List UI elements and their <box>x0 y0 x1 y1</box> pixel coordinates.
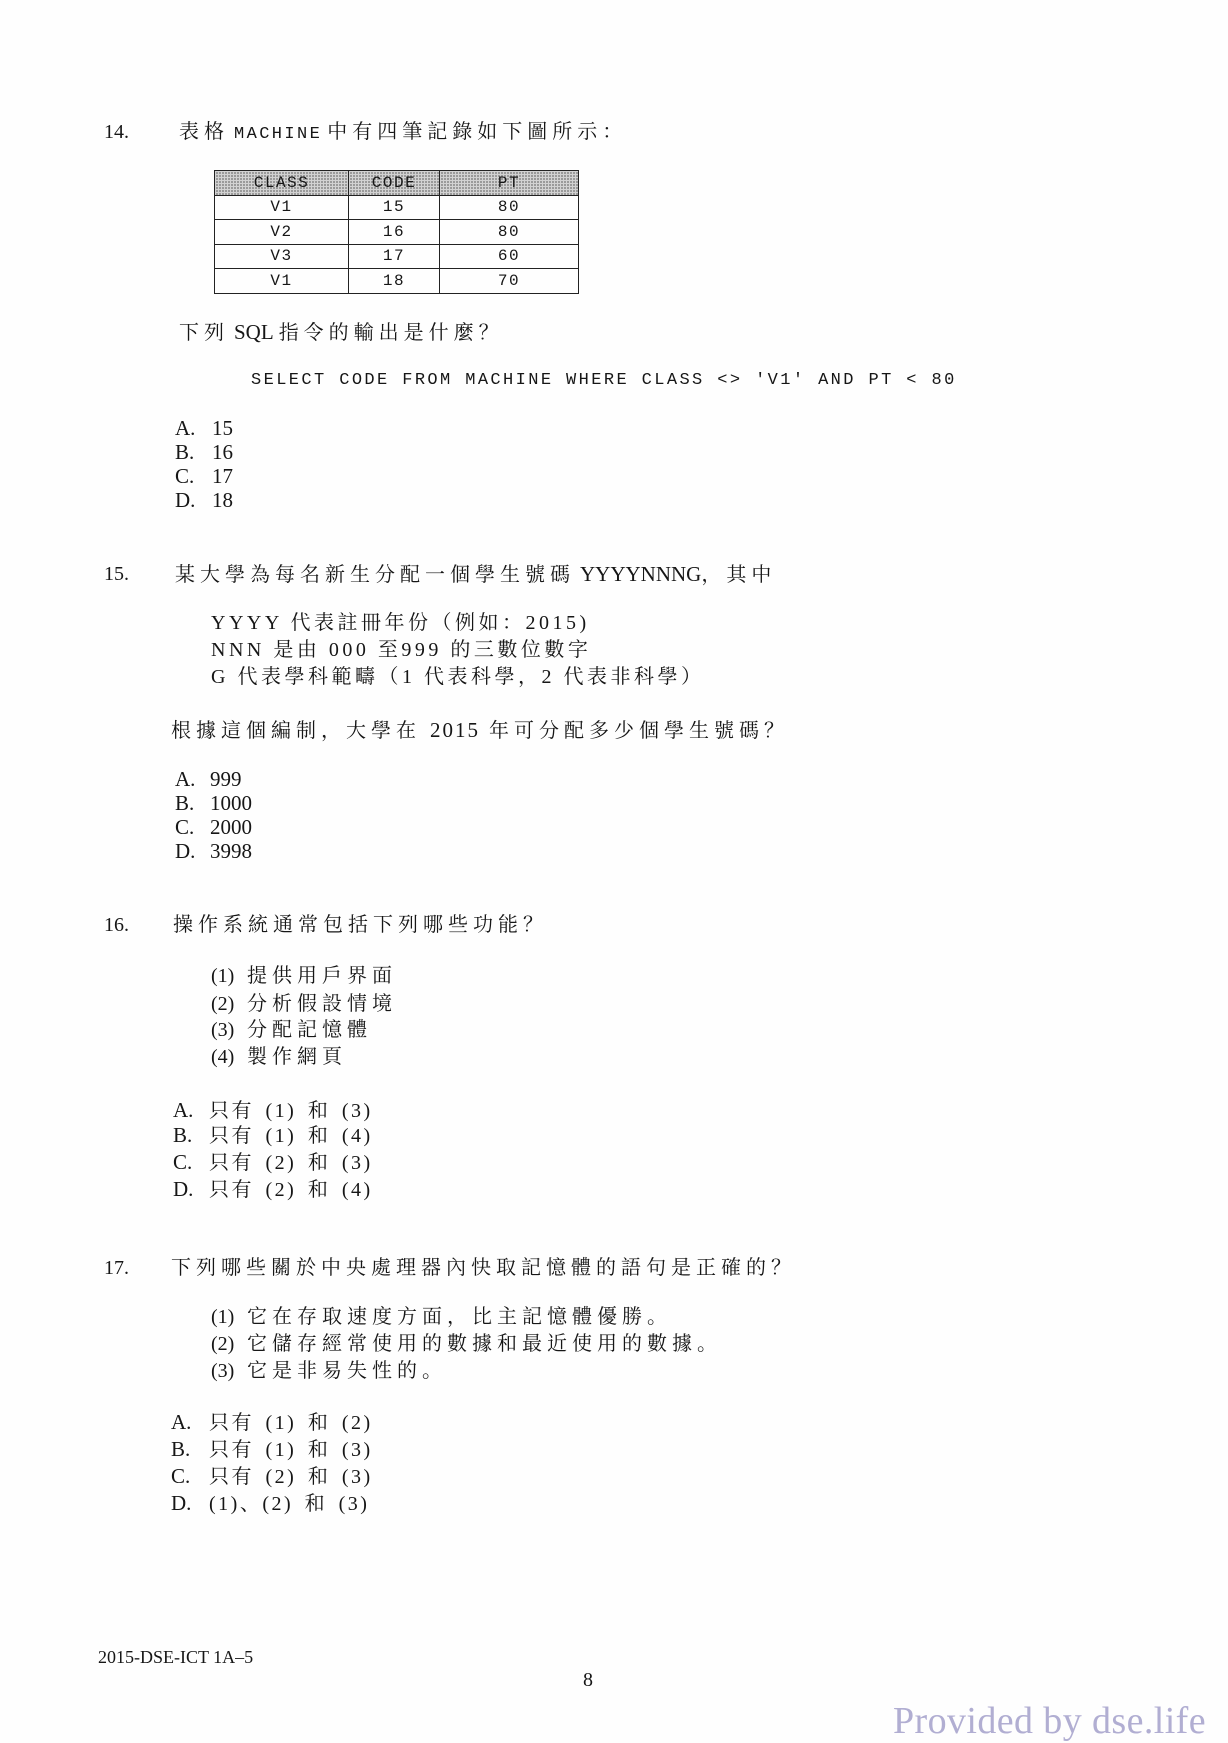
option-letter: D. <box>175 488 196 512</box>
item-label: (1) <box>211 965 235 987</box>
paper-code: 2015-DSE-ICT 1A–5 <box>98 1647 254 1667</box>
option-letter: C. <box>173 1150 193 1174</box>
option-a <box>175 416 233 441</box>
option-text: 18 <box>212 488 233 512</box>
table-cell: 70 <box>440 269 579 294</box>
question-stem: 下列哪些關於中央處理器內快取記憶體的語句是正確的？ <box>171 1257 796 1279</box>
question-number: 17. <box>104 1257 129 1279</box>
option-letter: A. <box>171 1410 192 1434</box>
stem-text: ，其中 <box>701 564 777 586</box>
item-text: 它儲存經常使用的數據和最近使用的數據。 <box>247 1333 722 1355</box>
option-text: 只有 (1) 和 (3) <box>209 1100 373 1122</box>
prompt-term: SQL <box>234 320 274 344</box>
option-letter: A. <box>173 1098 194 1122</box>
item-text: 製作網頁 <box>247 1046 347 1068</box>
item-text: 它在存取速度方面，比主記憶體優勝。 <box>247 1306 672 1328</box>
stem-table-name: MACHINE <box>234 125 323 144</box>
option-letter: A. <box>175 767 196 791</box>
option-text: 17 <box>212 464 233 488</box>
stem-text: 表格 <box>179 121 229 143</box>
stem-format: YYYYNNNG <box>580 562 702 586</box>
item-text: 它是非易失性的。 <box>247 1360 447 1382</box>
table-header-cell: PT <box>440 171 579 196</box>
prompt-text: 根據這個編制，大學在 <box>171 720 421 742</box>
option-letter: C. <box>175 815 195 839</box>
item-label: (1) <box>211 1306 235 1328</box>
statement-item <box>211 1305 672 1329</box>
machine-table <box>214 170 579 294</box>
table-cell: 15 <box>349 195 440 220</box>
table-cell: V1 <box>215 195 349 220</box>
option-text: 只有 (2) 和 (3) <box>209 1152 373 1174</box>
definition-line: NNN 是由 000 至999 的三數位數字 <box>211 639 592 661</box>
option-c <box>171 1464 373 1489</box>
table-header-cell: CLASS <box>215 171 349 196</box>
definition-line: YYYY 代表註冊年份（例如：2015) <box>211 612 590 634</box>
statement-item <box>211 992 397 1016</box>
option-text: 16 <box>212 440 233 464</box>
question-number: 16. <box>104 914 129 936</box>
option-text: 只有 (1) 和 (3) <box>209 1439 373 1461</box>
prompt-text: 指令的輸出是什麼？ <box>278 322 504 344</box>
prompt-text: 年可分配多少個學生號碼？ <box>489 720 789 742</box>
table-header-row <box>215 171 579 196</box>
statement-item <box>211 1332 722 1356</box>
item-label: (2) <box>211 1333 235 1355</box>
definition-line: G 代表學科範疇（1 代表科學，2 代表非科學） <box>211 666 705 688</box>
option-text: 只有 (1) 和 (2) <box>209 1412 373 1434</box>
option-text: 15 <box>212 416 233 440</box>
option-text: 999 <box>210 767 242 791</box>
table-cell: V2 <box>215 220 349 245</box>
option-a <box>173 1098 373 1123</box>
option-letter: B. <box>175 440 195 464</box>
watermark: Provided by dse.life <box>892 1700 1206 1742</box>
option-c <box>175 815 252 840</box>
statement-item <box>211 964 397 988</box>
option-text: (1)、(2) 和 (3) <box>209 1493 370 1515</box>
item-label: (4) <box>211 1046 235 1068</box>
table-row <box>215 244 579 269</box>
item-text: 提供用戶界面 <box>247 965 397 987</box>
option-text: 2000 <box>210 815 252 839</box>
stem-text: 中有四筆記錄如下圖所示： <box>327 121 628 143</box>
table-cell: 18 <box>349 269 440 294</box>
question-number: 14. <box>104 121 129 143</box>
option-d <box>175 488 233 513</box>
option-letter: A. <box>175 416 196 440</box>
option-text: 3998 <box>210 839 252 863</box>
option-c <box>175 464 233 489</box>
statement-item <box>211 1018 372 1042</box>
question-stem <box>179 120 627 147</box>
statement-item <box>211 1045 347 1069</box>
question-prompt <box>171 718 789 743</box>
option-b <box>175 440 233 465</box>
option-letter: C. <box>175 464 195 488</box>
option-letter: B. <box>171 1437 191 1461</box>
table-cell: 16 <box>349 220 440 245</box>
option-b <box>173 1123 373 1148</box>
option-text: 只有 (2) 和 (3) <box>209 1466 373 1488</box>
table-row <box>215 195 579 220</box>
option-letter: B. <box>175 791 195 815</box>
item-label: (2) <box>211 993 235 1015</box>
option-letter: D. <box>173 1177 194 1201</box>
table-cell: 80 <box>440 220 579 245</box>
option-b <box>175 791 252 816</box>
question-stem: 操作系統通常包括下列哪些功能？ <box>173 914 548 936</box>
item-label: (3) <box>211 1019 235 1041</box>
question-stem <box>175 562 776 587</box>
prompt-text: 下列 <box>179 322 229 344</box>
option-letter: C. <box>171 1464 191 1488</box>
option-d <box>171 1491 369 1516</box>
page-number: 8 <box>583 1669 593 1691</box>
table-cell: V1 <box>215 269 349 294</box>
sql-statement: SELECT CODE FROM MACHINE WHERE CLASS <> 'V1' AND PT < 80 <box>251 371 957 390</box>
option-d <box>173 1177 373 1202</box>
option-a <box>171 1410 373 1435</box>
option-text: 1000 <box>210 791 252 815</box>
option-d <box>175 839 252 864</box>
item-text: 分析假設情境 <box>247 993 397 1015</box>
option-letter: D. <box>171 1491 192 1515</box>
item-text: 分配記憶體 <box>247 1019 372 1041</box>
option-b <box>171 1437 373 1462</box>
statement-item <box>211 1359 447 1383</box>
table-header-cell: CODE <box>349 171 440 196</box>
item-label: (3) <box>211 1360 235 1382</box>
question-number: 15. <box>104 563 129 585</box>
table-row <box>215 269 579 294</box>
table-cell: V3 <box>215 244 349 269</box>
option-c <box>173 1150 373 1175</box>
prompt-year: 2015 <box>430 718 480 742</box>
option-text: 只有 (2) 和 (4) <box>209 1179 373 1201</box>
table-cell: 80 <box>440 195 579 220</box>
option-letter: B. <box>173 1123 193 1147</box>
option-text: 只有 (1) 和 (4) <box>209 1125 373 1147</box>
question-prompt <box>179 320 504 345</box>
table-row <box>215 220 579 245</box>
table-cell: 17 <box>349 244 440 269</box>
table-cell: 60 <box>440 244 579 269</box>
stem-text: 某大學為每名新生分配一個學生號碼 <box>175 564 575 586</box>
option-a <box>175 767 242 792</box>
option-letter: D. <box>175 839 196 863</box>
